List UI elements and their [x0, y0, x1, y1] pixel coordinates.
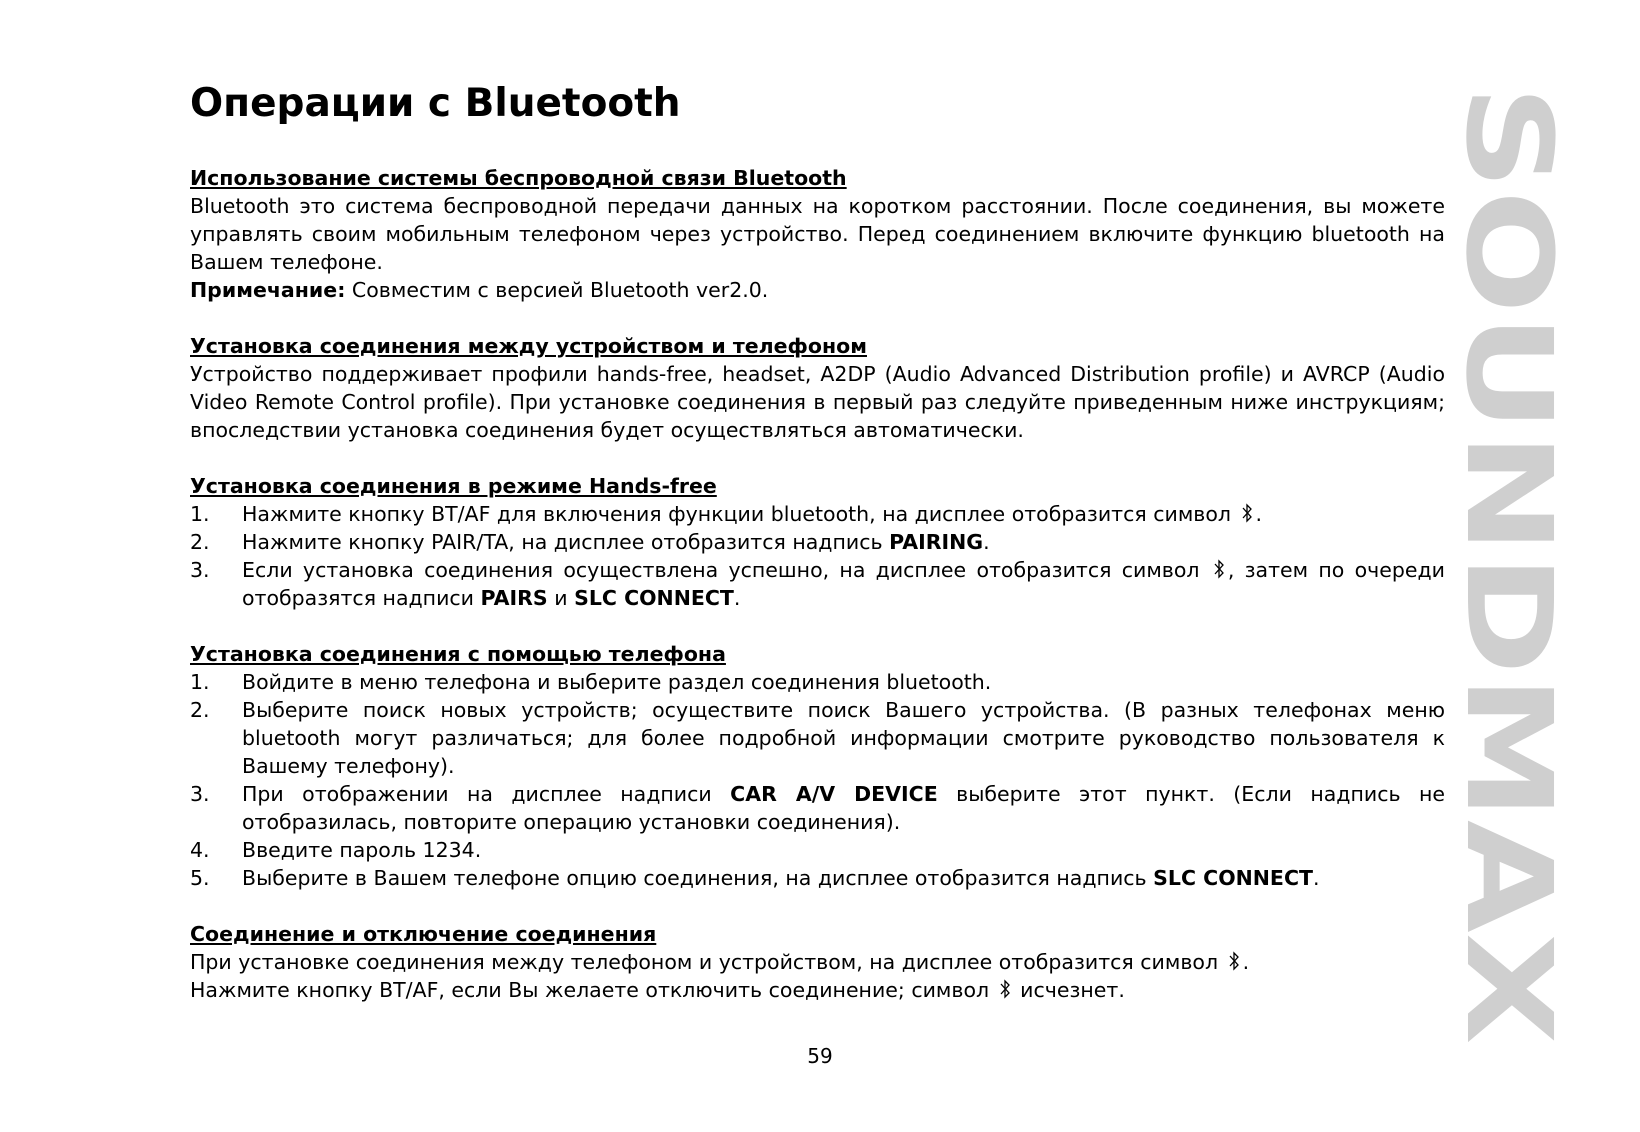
- brand-watermark: [1440, 80, 1578, 1050]
- item-number: 5.: [190, 866, 210, 890]
- brand-text: SOUNDMAX: [1440, 85, 1578, 863]
- display-message: CAR A/V DEVICE: [730, 782, 938, 806]
- item-text: Войдите в меню телефона и выберите раздел соединения bluetooth.: [242, 670, 992, 694]
- item-number: 4.: [190, 838, 210, 862]
- section-heading: Соединение и отключение соединения: [190, 922, 657, 946]
- section-heading: Установка соединения между устройством и телефоном: [190, 334, 867, 358]
- item-text: .: [1312, 866, 1320, 890]
- list-item: [190, 500, 1445, 528]
- display-message: PAIRS: [480, 586, 548, 610]
- list-item: [190, 668, 1445, 696]
- page-content: [190, 80, 1445, 1032]
- list-item: [190, 864, 1445, 892]
- item-text: При отображении на дисплее надписи: [242, 782, 731, 806]
- item-text: Введите пароль 1234.: [242, 838, 482, 862]
- item-text: Выберите поиск новых устройств; осуществите поиск Вашего устройства. (В разных телефонах меню bluetooth могут различаться; для более подробной информации смотрите руководство пользователя к Вашему телефону).: [242, 698, 1445, 778]
- bluetooth-icon: [1241, 503, 1253, 523]
- section-connect-disconnect: [190, 920, 1445, 1004]
- section-text: [190, 976, 1445, 1004]
- section-heading: Установка соединения в режиме Hands-free: [190, 474, 717, 498]
- item-text: Если установка соединения осуществлена успешно, на дисплее отобразится символ: [242, 558, 1210, 582]
- display-message: PAIRING: [889, 530, 984, 554]
- list-item: [190, 528, 1445, 556]
- item-text: и: [547, 586, 575, 610]
- section-heading: Установка соединения с помощью телефона: [190, 642, 726, 666]
- text-run: исчезнет.: [1013, 978, 1125, 1002]
- bluetooth-icon: [999, 979, 1011, 999]
- item-number: 2.: [190, 698, 210, 722]
- item-number: 1.: [190, 502, 210, 526]
- item-number: 1.: [190, 670, 210, 694]
- page-number: 59: [807, 1044, 833, 1068]
- item-text: , затем по очереди отобразятся надписи: [242, 558, 1445, 610]
- list-item: [190, 836, 1445, 864]
- section-handsfree: [190, 472, 1445, 612]
- section-phone-connection: [190, 640, 1445, 892]
- section-connection-setup: [190, 332, 1445, 444]
- bluetooth-icon: [1228, 951, 1240, 971]
- section-heading: Использование системы беспроводной связи Bluetooth: [190, 166, 847, 190]
- section-bluetooth-usage: [190, 164, 1445, 304]
- page-title: Операции с Bluetooth: [190, 81, 681, 126]
- bluetooth-icon: [1213, 559, 1225, 579]
- text-run: При установке соединения между телефоном и устройством, на дисплее отобразится символ: [190, 950, 1225, 974]
- list-item: [190, 556, 1445, 612]
- note-text: Совместим с версией Bluetooth ver2.0.: [345, 278, 769, 302]
- section-text: Bluetooth это система беспроводной передачи данных на коротком расстоянии. После соединения, вы можете управлять своим мобильным телефоном через устройство. Перед соединением включите функцию bluetooth на Вашем телефоне.: [190, 194, 1445, 274]
- item-number: 3.: [190, 558, 210, 582]
- note-label: Примечание:: [190, 278, 346, 302]
- steps-list: [190, 668, 1445, 892]
- display-message: SLC CONNECT: [574, 586, 734, 610]
- text-run: .: [1242, 950, 1250, 974]
- steps-list: [190, 500, 1445, 612]
- list-item: [190, 780, 1445, 836]
- item-text: Нажмите кнопку PAIR/TA, на дисплее отобразится надпись: [242, 530, 890, 554]
- text-run: Нажмите кнопку BT/AF, если Вы желаете отключить соединение; символ: [190, 978, 996, 1002]
- section-text: Устройство поддерживает профили hands-free, headset, A2DP (Audio Advanced Distribution profile) и AVRCP (Audio Video Remote Control profile). При установке соединения в первый раз следуйте приведенным ниже инструкциям; впоследствии установка соединения будет осуществляться автоматически.: [190, 362, 1445, 442]
- item-number: 3.: [190, 782, 210, 806]
- item-text: .: [983, 530, 990, 554]
- item-text: Выберите в Вашем телефоне опцию соединения, на дисплее отобразится надпись: [242, 866, 1154, 890]
- brand-logo: [1440, 80, 1578, 1050]
- item-text: .: [733, 586, 741, 610]
- display-message: SLC CONNECT: [1153, 866, 1313, 890]
- item-text: выберите этот пункт. (Если надпись не отобразилась, повторите операцию установки соединения).: [242, 782, 1445, 834]
- note: [190, 276, 1445, 304]
- section-text: [190, 948, 1445, 976]
- item-text: .: [1255, 502, 1263, 526]
- item-number: 2.: [190, 530, 210, 554]
- list-item: [190, 696, 1445, 780]
- item-text: Нажмите кнопку BT/AF для включения функции bluetooth, на дисплее отобразится символ: [242, 502, 1238, 526]
